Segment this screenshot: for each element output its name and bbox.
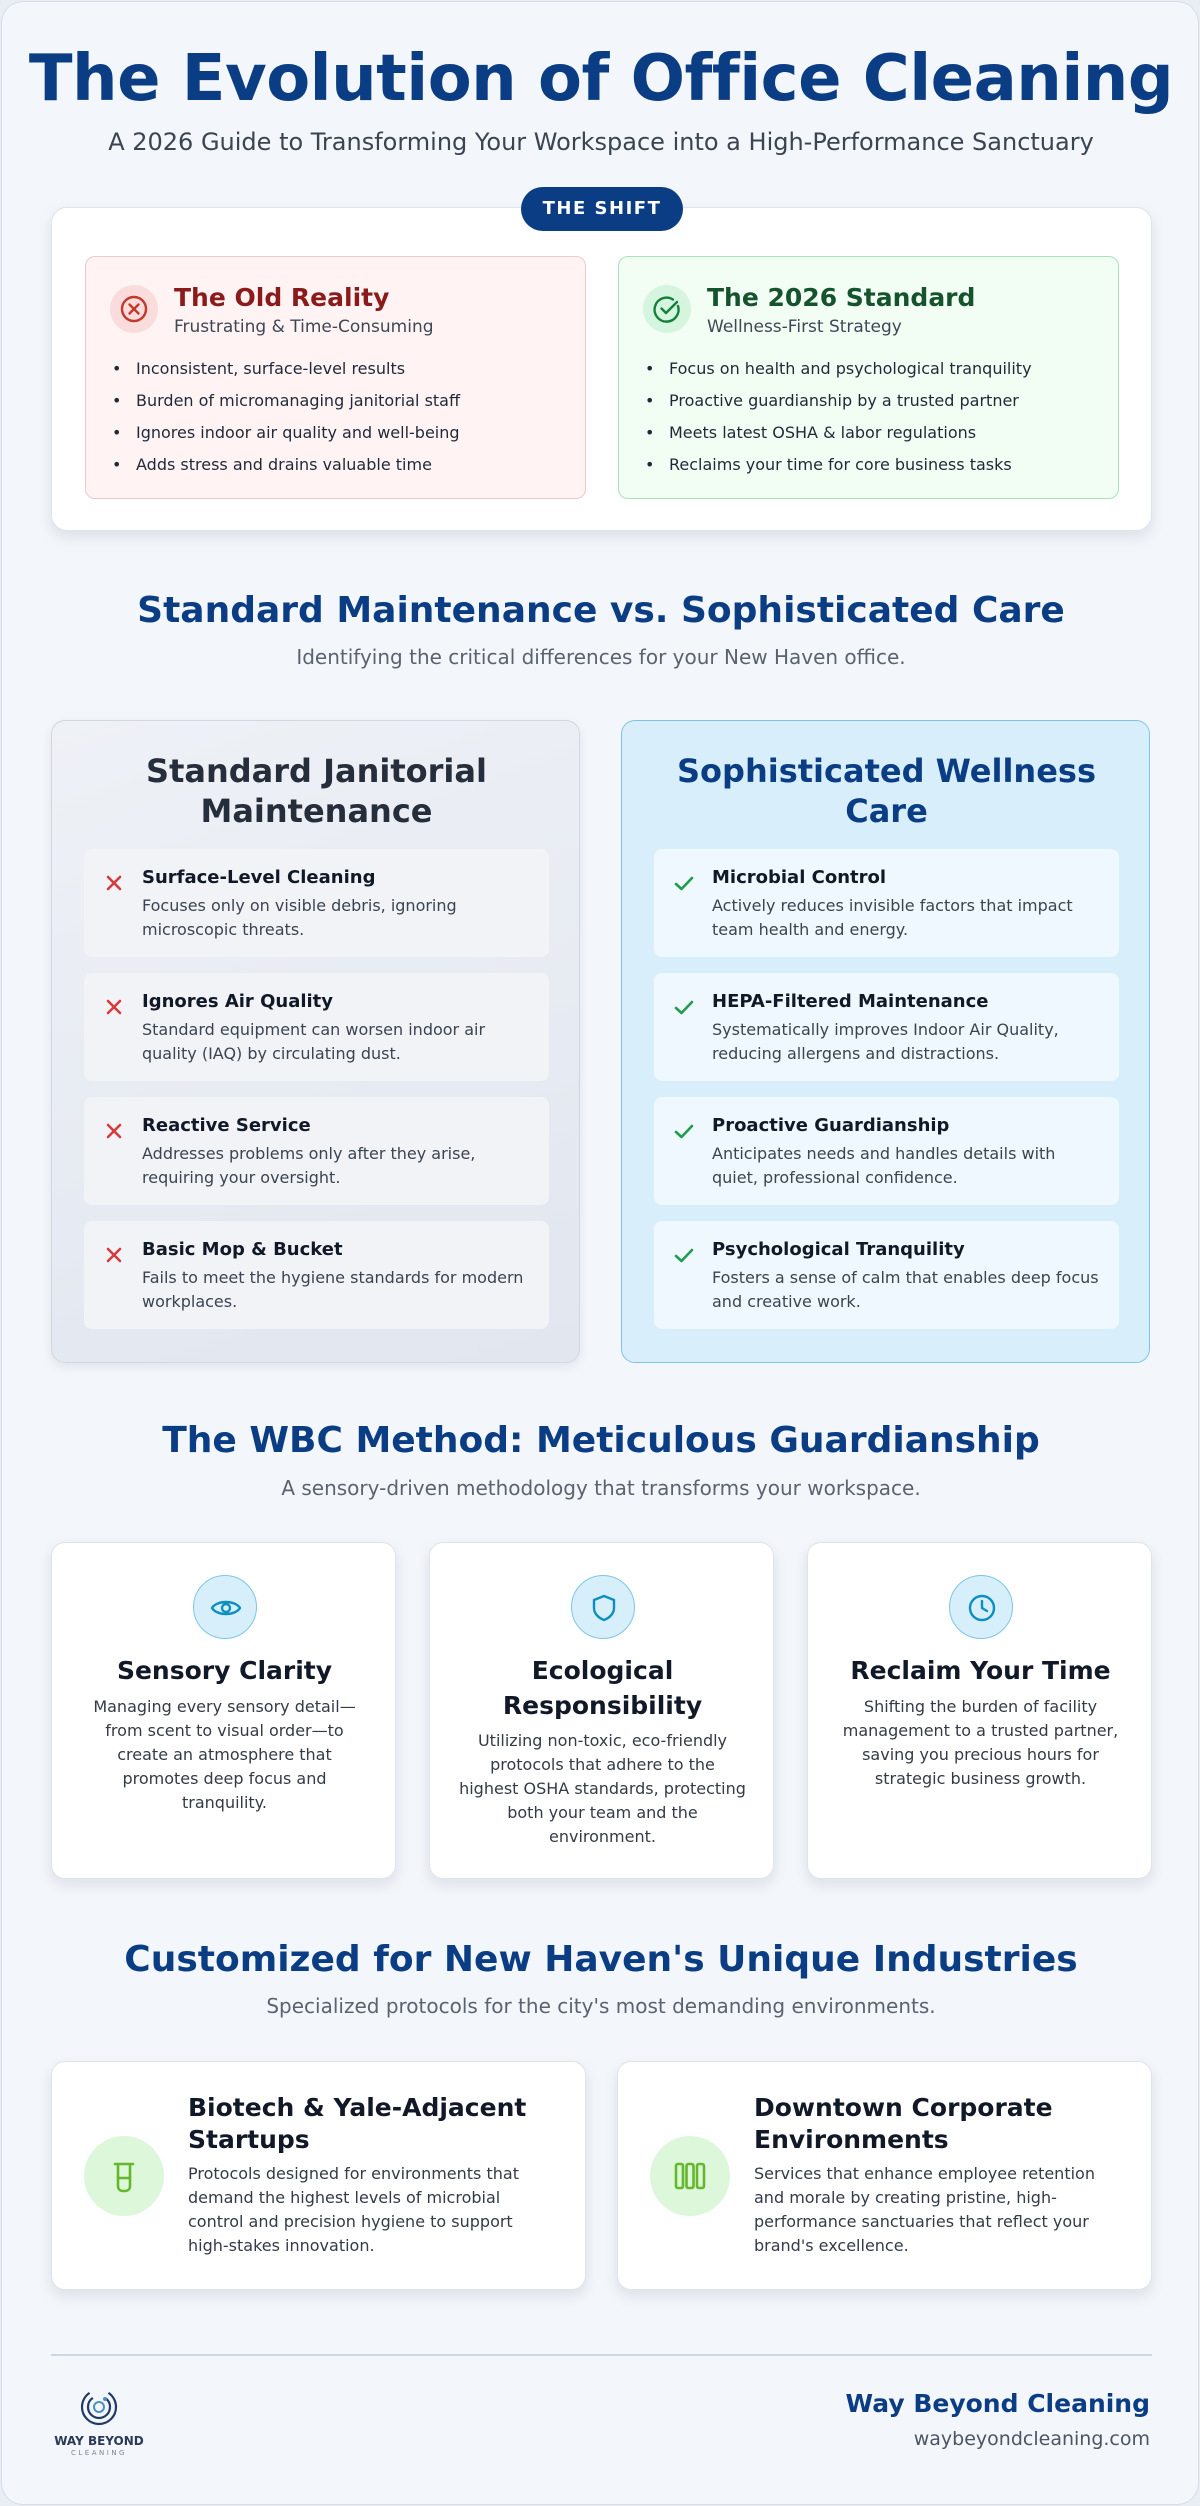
check-icon [672,1119,696,1143]
list-item: • Focus on health and psychological tranquility [645,353,1032,385]
method-title: The WBC Method: Meticulous Guardianship [162,1420,1040,1461]
check-icon [672,871,696,895]
footer-brand: Way Beyond Cleaning [845,2389,1150,2418]
item-description: Fails to meet the hygiene standards for modern workplaces. [142,1268,524,1311]
logo-tagline: CLEANING [71,2449,127,2457]
old-reality-list [112,353,460,481]
item-title: Microbial Control [712,867,887,888]
logo-text: WAY BEYOND [54,2434,144,2448]
industry-card-description: Services that enhance employee retention and morale by creating pristine, high-performance sanctuaries that reflect your brand's excellence. [754,2164,1095,2255]
eye-icon [193,1575,257,1639]
old-reality-subtitle: Frustrating & Time-Consuming [174,317,434,337]
list-item [84,1221,549,1329]
item-description: Standard equipment can worsen indoor air quality (IAQ) by circulating dust. [142,1020,486,1063]
standard-maintenance-title: Standard Janitorial Maintenance [146,752,487,830]
page-title: The Evolution of Office Cleaning [28,42,1174,116]
sophisticated-care-card [621,720,1150,1363]
method-card-title: Reclaim Your Time [850,1656,1111,1685]
item-title: Psychological Tranquility [712,1239,965,1260]
item-description: Focuses only on visible debris, ignoring microscopic threats. [142,896,457,939]
check-icon [672,995,696,1019]
item-description: Systematically improves Indoor Air Quality, reducing allergens and distractions. [712,1020,1059,1063]
item-title: Reactive Service [142,1115,311,1136]
method-card-description: Managing every sensory detail—from scent to visual order—to create an atmosphere that promotes deep focus and tranquility. [93,1697,356,1812]
item-title: Surface-Level Cleaning [142,867,376,888]
method-subtitle: A sensory-driven methodology that transforms your workspace. [281,1476,921,1500]
list-item: • Burden of micromanaging janitorial staff [112,385,460,417]
page-subtitle: A 2026 Guide to Transforming Your Workspace into a High-Performance Sanctuary [108,128,1094,156]
standard-maintenance-card [51,720,580,1363]
method-card-title: Ecological Responsibility [502,1656,703,1720]
cross-icon [102,1119,126,1143]
list-item [654,849,1119,957]
old-reality-panel [85,256,586,499]
comparison-title: Standard Maintenance vs. Sophisticated Care [137,590,1065,631]
infographic-page [1,1,1199,2505]
item-description: Actively reduces invisible factors that impact team health and energy. [712,896,1073,939]
industry-card-title: Downtown Corporate Environments [754,2093,1053,2154]
beaker-icon [84,2136,164,2216]
item-title: HEPA-Filtered Maintenance [712,991,989,1012]
list-item: • Ignores indoor air quality and well-being [112,417,460,449]
new-standard-title: The 2026 Standard [707,283,976,312]
comparison-subtitle: Identifying the critical differences for your New Haven office. [296,645,906,669]
list-item: • Proactive guardianship by a trusted partner [645,385,1032,417]
industry-card-biotech [51,2061,586,2290]
method-card-time [807,1542,1152,1879]
footer-url[interactable]: waybeyondcleaning.com [913,2428,1150,2450]
industries-title: Customized for New Haven's Unique Industries [124,1939,1078,1980]
industries-subtitle: Specialized protocols for the city's most demanding environments. [266,1994,936,2018]
clock-icon [949,1575,1013,1639]
new-standard-list [645,353,1032,481]
item-title: Proactive Guardianship [712,1115,950,1136]
item-description: Fosters a sense of calm that enables deep focus and creative work. [712,1268,1099,1311]
item-title: Ignores Air Quality [142,991,334,1012]
method-card-description: Utilizing non-toxic, eco-friendly protocols that adhere to the highest OSHA standards, protecting both your team and the environment. [459,1731,746,1846]
list-item: • Adds stress and drains valuable time [112,449,460,481]
list-item [654,1221,1119,1329]
new-standard-subtitle: Wellness-First Strategy [707,317,902,337]
sophisticated-care-title: Sophisticated Wellness Care [677,752,1096,830]
list-item [84,849,549,957]
footer-divider [51,2354,1152,2356]
list-item: • Reclaims your time for core business tasks [645,449,1032,481]
shield-icon [571,1575,635,1639]
list-item: • Meets latest OSHA & labor regulations [645,417,1032,449]
list-item [654,1097,1119,1205]
method-card-ecological [429,1542,774,1879]
list-item: • Inconsistent, surface-level results [112,353,460,385]
cross-icon [102,871,126,895]
cross-icon [102,995,126,1019]
item-description: Addresses problems only after they arise, requiring your oversight. [142,1144,476,1187]
industry-card-title: Biotech & Yale-Adjacent Startups [188,2093,527,2154]
check-icon [672,1243,696,1267]
x-circle-icon [110,285,158,333]
cross-icon [102,1243,126,1267]
list-item [84,1097,549,1205]
new-standard-panel [618,256,1119,499]
industry-card-corporate [617,2061,1152,2290]
shift-badge: THE SHIFT [521,187,683,231]
method-card-description: Shifting the burden of facility management to a trusted partner, saving you precious hours for strategic business growth. [842,1697,1119,1788]
industry-card-description: Protocols designed for environments that demand the highest levels of microbial control and precision hygiene to support high-stakes innovation. [188,2164,519,2255]
old-reality-title: The Old Reality [174,283,390,312]
item-description: Anticipates needs and handles details with quiet, professional confidence. [712,1144,1056,1187]
method-card-sensory [51,1542,396,1879]
item-title: Basic Mop & Bucket [142,1239,343,1260]
list-item [654,973,1119,1081]
method-card-title: Sensory Clarity [116,1656,333,1685]
check-circle-icon [643,285,691,333]
list-item [84,973,549,1081]
building-columns-icon [650,2136,730,2216]
swirl-logo-icon [51,2385,147,2433]
